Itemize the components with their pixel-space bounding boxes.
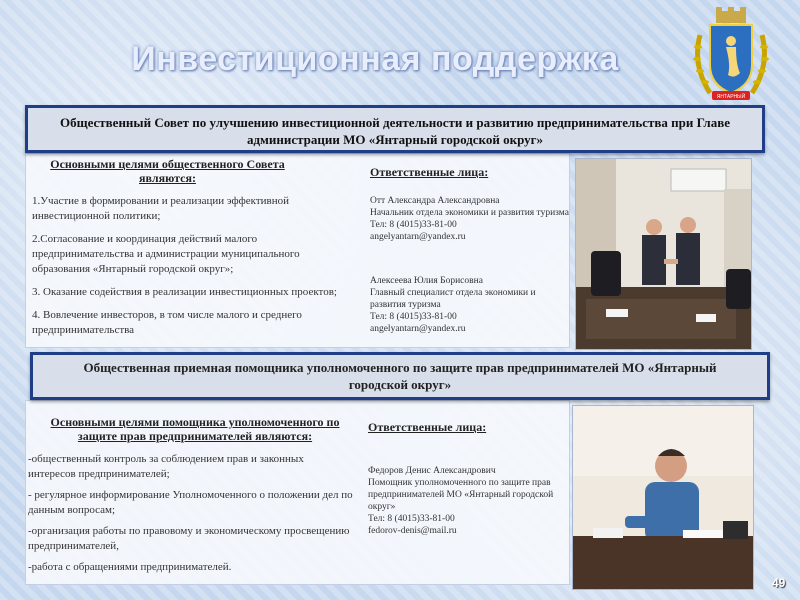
council-goal-item: 4. Вовлечение инвесторов, в том числе малого и среднего предпринимательства (32, 309, 302, 336)
council-goals-list (32, 194, 352, 346)
contact-card (368, 465, 568, 537)
contact-phone: Тел: 8 (4015)33-81-00 (370, 312, 457, 322)
crest-label: ЯНТАРНЫЙ (716, 94, 746, 100)
ombudsman-banner: Общественная приемная помощника уполномоченного по защите прав предпринимателей МО «Янтарный городской округ» (30, 352, 770, 400)
ombudsman-goals-heading: Основными целями помощника уполномоченного по защите прав предпринимателей являются: (50, 415, 340, 443)
contact-email: angelyantarn@yandex.ru (370, 324, 466, 334)
ombudsman-goal-item: -организация работы по правовому и экономическому просвещению предпринимателей, (28, 525, 350, 552)
meeting-photo (575, 158, 752, 350)
council-responsible-heading: Ответственные лица: (370, 165, 489, 179)
contact-position: Начальник отдела экономики и развития туризма (370, 208, 569, 218)
ombudsman-goal-item: -работа с обращениями предпринимателей. (28, 561, 232, 573)
contact-phone: Тел: 8 (4015)33-81-00 (368, 514, 455, 524)
contact-position: Помощник уполномоченного по защите прав предпринимателей МО «Янтарный городской округ» (368, 478, 554, 512)
page-title: Инвестиционная поддержка (131, 40, 619, 78)
council-goal-item: 1.Участие в формировании и реализации эффективной инвестиционной политики; (32, 195, 289, 222)
contact-name: Отт Александра Александровна (370, 196, 500, 206)
council-banner: Общественный Совет по улучшению инвестиционной деятельности и развитию предпринимательства при Главе администрации МО «Янтарный городской округ» (25, 105, 765, 153)
contact-name: Федоров Денис Александрович (368, 466, 496, 476)
ombudsman-goals-list (28, 452, 353, 581)
ombudsman-goal-item: - регулярное информирование Уполномоченного о положении дел по данным вопросам; (28, 489, 353, 516)
contact-card (370, 275, 570, 335)
council-goal-item: 2.Согласование и координация действий малого предпринимательства и администрации муниципального образования «Янтарный городской округ»; (32, 233, 300, 275)
contact-email: angelyantarn@yandex.ru (370, 232, 466, 242)
contact-name: Алексеева Юлия Борисовна (370, 276, 483, 286)
ombudsman-responsible-heading: Ответственные лица: (368, 420, 487, 434)
contact-position: Главный специалист отдела экономики и развития туризма (370, 288, 536, 310)
page-number: 49 (772, 576, 786, 590)
coat-of-arms-icon (690, 5, 772, 105)
contact-card (370, 195, 570, 243)
council-goals-heading: Основными целями общественного Совета являются: (50, 157, 285, 185)
ombudsman-goal-item: -общественный контроль за соблюдением прав и законных интересов предпринимателей; (28, 453, 304, 480)
ombudsman-photo (572, 405, 754, 590)
contact-email: fedorov-denis@mail.ru (368, 526, 457, 536)
contact-phone: Тел: 8 (4015)33-81-00 (370, 220, 457, 230)
council-goal-item: 3. Оказание содействия в реализации инвестиционных проектов; (32, 286, 337, 298)
